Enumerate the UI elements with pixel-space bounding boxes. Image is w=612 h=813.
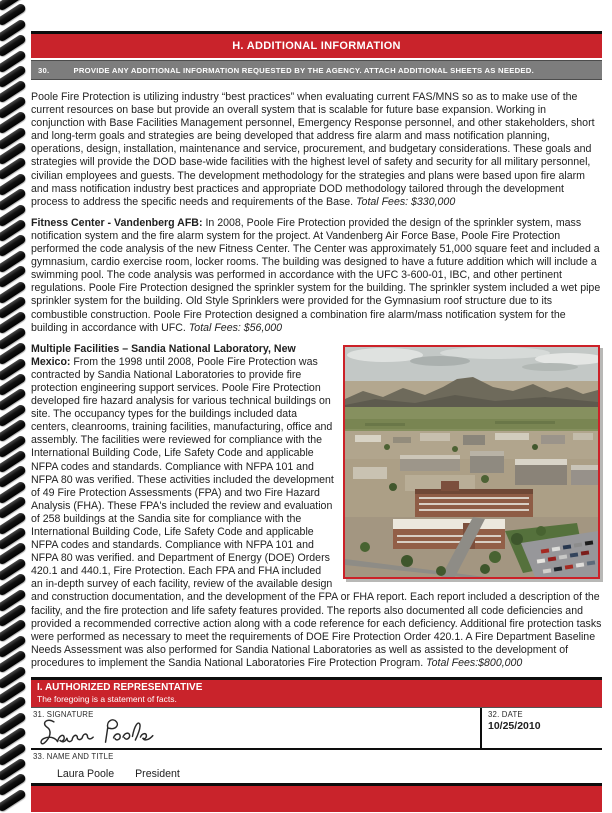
name-title-value bbox=[33, 768, 602, 780]
aerial-photo-sandia-campus bbox=[343, 345, 600, 579]
section-h-header bbox=[31, 31, 602, 58]
title-value: President bbox=[135, 768, 180, 781]
paragraph-1-total-fees: Total Fees: $330,000 bbox=[356, 195, 456, 208]
name-title-cell bbox=[31, 750, 602, 783]
section-i-header bbox=[31, 677, 602, 708]
item-number: 30. bbox=[38, 65, 50, 75]
instruction-text: PROVIDE ANY ADDITIONAL INFORMATION REQUESTED BY THE AGENCY. ATTACH ADDITIONAL SHEETS AS NEEDED. bbox=[73, 65, 534, 75]
bottom-red-bar bbox=[31, 783, 602, 812]
paragraph-3-text: From the 1998 until 2008, Poole Fire Protection was contracted by Sandia National Laboratories to provide fire protection engineering support services. Poole Fire Protection developed fire hazard analysis for various technical buildings on site. The occupancy types for the buildings included data centers, cleanrooms, training facilities, manufacturing, office and assembly. The facilities were reviewed for compliance with the International Building Code, Life Safety Code and applicable NFPA codes and standards. Compliance with NFPA 101 and NFPA 80 was verified. These activities included the development of 49 Fire Protection Assessments (FPA) and two Fire Hazard Analysis (FHA). These FPA's included the review and evaluation of 258 buildings at the Sandia site for compliance with the International Building Code, Life Safety Code and applicable NFPA codes and standards. Compliance with NFPA 101 and NFPA 80 was verified. and Department of Energy (DOE) Orders 420.1 and 440.1, Fire Protection. Each FPA and FHA included an in-depth survey of each facility, review of the available design and construction documentation, and the development of the FPA or FHA report. Each report included a description of the facility, and the fire protection and life safety features provided. The reports also documented all code deficiencies and provided a recommended corrective action along with a code reference for each deficiency. Additional fire protection tasks were performed as necessary to meet the requirements of DOE Fire Protection Order 420.1. A Fire Department Baseline Needs Assessment was also performed for Sandia National Laboratories as well as assisted to the development of procedures to implement the Sandia National Laboratories Fire Protection Program. bbox=[31, 355, 602, 669]
section-i bbox=[31, 677, 602, 812]
paragraph-2-total-fees: Total Fees: $56,000 bbox=[188, 321, 283, 334]
paragraph-base-practices bbox=[31, 91, 602, 209]
section-i-subtitle: The foregoing is a statement of facts. bbox=[37, 694, 177, 705]
signature-date-row bbox=[31, 708, 602, 750]
date-cell bbox=[480, 708, 602, 748]
signature-image bbox=[37, 716, 177, 748]
date-label: 32. DATE bbox=[488, 710, 523, 720]
name-value: Laura Poole bbox=[57, 768, 115, 781]
signature-label: 31. SIGNATURE bbox=[33, 710, 94, 720]
paragraph-fitness-center bbox=[31, 217, 602, 335]
signature-cell bbox=[31, 708, 480, 748]
section-i-title: I. AUTHORIZED REPRESENTATIVE bbox=[37, 682, 203, 694]
paragraph-1-text: Poole Fire Protection is utilizing industry “best practices” when evaluating current FAS/MNS so as to make use of the current resources on base but provide an overall system that is scalable for future base expansion. Working in conjunction with Base Facilities Management personnel, Emergency Response personnel, and other stakeholders, short and long-term goals and strategies are being developed that address fire alarm and mass notification planning, operations, design, installation, maintenance and service, procurement, and budgetary considerations. These goals and strategies will provide the DOD base-wide facilities with the highest level of safety and security for all military personnel, civilian employees and guests. The development methodology for the strategies and plans were based upon fire alarm and mass notification industry best practices and appropriate DOD methodology tailored through the development process to address the specific needs and requirements of the Base. bbox=[31, 91, 595, 208]
paragraph-sandia bbox=[31, 343, 602, 670]
date-value: 10/25/2010 bbox=[488, 720, 541, 733]
name-title-label: 33. NAME AND TITLE bbox=[33, 752, 114, 762]
paragraph-3-total-fees: Total Fees:$800,000 bbox=[426, 656, 523, 669]
paragraph-2-text: In 2008, Poole Fire Protection provided the design of the sprinkler system, mass notification system and the fire alarm system for the project. At Vandenberg Air Force Base, Poole Fire Protection performed the code analysis of the new Fitness Center. The Center was approximately 51,000 square feet and included a gymnasium, cardio exercise room, locker rooms. The building was designed to have a future addition which will include a swimming pool. The code analysis was performed in accordance with the UFC 3-600-01, IBC, and other pertinent regulations. Poole Fire Protection designed the sprinkler system for the building. The sprinkler system included a wet pipe sprinkler system for the building. Old Style Sprinklers were provided for the Gymnasium roof structure due to its combustible construction. Poole Fire Protection designed a combination fire alarm/mass notification system for the building in accordance with UFC. bbox=[31, 216, 601, 334]
paragraph-3-heading: Multiple Facilities – Sandia National Laboratory, New Mexico: bbox=[31, 342, 296, 368]
instruction-bar bbox=[31, 60, 602, 80]
paragraph-2-heading: Fitness Center - Vandenberg AFB: bbox=[31, 216, 203, 229]
section-h-title: H. ADDITIONAL INFORMATION bbox=[232, 40, 401, 52]
